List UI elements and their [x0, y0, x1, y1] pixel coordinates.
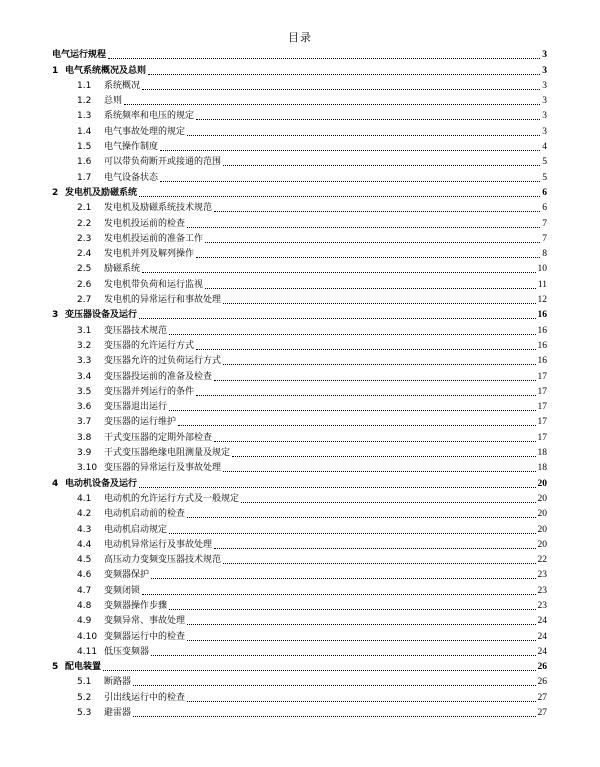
toc-page-number: 12: [537, 295, 547, 306]
toc-entry-number: 4.9: [77, 616, 92, 627]
toc-entry-title: 配电装置: [65, 662, 102, 673]
toc-section-entry[interactable]: [52, 337, 547, 352]
dot-leader: [223, 164, 540, 166]
toc-section-entry[interactable]: [52, 597, 547, 612]
toc-section-entry[interactable]: [52, 520, 547, 535]
toc-entry-number: 4.1: [77, 493, 92, 504]
toc-page-number: 7: [542, 233, 547, 244]
table-of-contents: [52, 46, 547, 719]
toc-entry-title: 变压器设备及运行: [65, 310, 138, 321]
toc-entry-title: 低压变频器: [104, 646, 150, 657]
toc-entry-title: 变频器操作步骤: [104, 600, 168, 611]
dot-leader: [223, 302, 535, 304]
toc-page-number: 18: [537, 448, 547, 459]
dot-leader: [205, 241, 540, 243]
toc-entry-number: 2: [52, 187, 59, 198]
dot-leader: [187, 226, 540, 228]
toc-entry-title: 电动机异常运行及事故处理: [104, 539, 213, 550]
toc-section-entry[interactable]: [52, 627, 547, 642]
toc-entry-label: [77, 81, 140, 92]
dot-leader: [160, 149, 540, 151]
toc-page-number: 3: [542, 96, 547, 107]
toc-entry-label: [52, 66, 146, 77]
toc-entry-title: 发电机的异常运行和事故处理: [104, 295, 222, 306]
toc-entry-label: [77, 249, 194, 260]
toc-page-number: 17: [537, 417, 547, 428]
toc-page-number: 23: [537, 600, 547, 611]
toc-entry-label: [77, 234, 203, 245]
dot-leader: [196, 348, 535, 350]
dot-leader: [151, 654, 535, 656]
toc-section-entry[interactable]: [52, 459, 547, 474]
toc-entry-label: [77, 647, 149, 658]
toc-entry-label: [77, 111, 194, 122]
toc-entry-label: [77, 494, 239, 505]
toc-entry-title: 变频闭锁: [104, 585, 141, 596]
toc-entry-title: 变压器的运行维护: [104, 417, 177, 428]
dot-leader: [196, 118, 540, 120]
toc-entry-label: [77, 173, 158, 184]
toc-section-entry[interactable]: [52, 688, 547, 703]
toc-entry-number: 1.1: [77, 80, 92, 91]
toc-section-entry[interactable]: [52, 673, 547, 688]
dot-leader: [214, 440, 535, 442]
dot-leader: [178, 424, 535, 426]
toc-entry-number: 1.4: [77, 126, 92, 137]
toc-entry-number: 3.5: [77, 386, 92, 397]
toc-page-number: 7: [542, 218, 547, 229]
toc-entry-label: [77, 326, 167, 337]
toc-entry-label: [77, 616, 185, 627]
toc-page-number: 16: [537, 325, 547, 336]
toc-entry-title: 断路器: [104, 677, 132, 688]
toc-entry-title: 电动机的允许运行方式及一般规定: [104, 493, 240, 504]
toc-entry-label: [52, 188, 137, 199]
toc-page-number: 6: [542, 187, 547, 198]
page-title: 目录: [288, 31, 312, 44]
toc-page-number: 16: [537, 310, 547, 321]
toc-section-entry[interactable]: [52, 704, 547, 719]
toc-section-entry[interactable]: [52, 199, 547, 214]
toc-page-number: 8: [542, 249, 547, 260]
dot-leader: [151, 577, 535, 579]
dot-leader: [187, 134, 540, 136]
toc-page-number: 6: [542, 203, 547, 214]
toc-page-number: 23: [537, 570, 547, 581]
toc-page-number: 24: [537, 616, 547, 627]
toc-page-number: 27: [537, 708, 547, 719]
toc-entry-label: [52, 479, 137, 490]
toc-page-number: 17: [537, 432, 547, 443]
dot-leader: [169, 608, 535, 610]
dot-leader: [169, 333, 535, 335]
dot-leader: [187, 623, 535, 625]
toc-page-number: 17: [537, 371, 547, 382]
toc-page-number: 3: [542, 50, 547, 61]
dot-leader: [232, 455, 535, 457]
toc-entry-title: 发电机带负荷和运行监视: [104, 279, 204, 290]
toc-section-entry[interactable]: [52, 230, 547, 245]
toc-entry-title: 电动机启动前的检查: [104, 509, 186, 520]
toc-section-entry[interactable]: [52, 92, 547, 107]
toc-entry-number: 2.7: [77, 295, 92, 306]
toc-section-entry[interactable]: [52, 612, 547, 627]
toc-section-entry[interactable]: [52, 367, 547, 382]
toc-page-number: 20: [537, 524, 547, 535]
toc-section-entry[interactable]: [52, 490, 547, 505]
toc-section-entry[interactable]: [52, 138, 547, 153]
toc-entry-title: 变频器保护: [104, 570, 150, 581]
toc-entry-number: 3: [52, 310, 59, 321]
toc-page-number: 3: [542, 111, 547, 122]
dot-leader: [214, 379, 535, 381]
toc-page-number: 16: [537, 356, 547, 367]
toc-entry-title: 电气系统概况及总则: [65, 65, 147, 76]
toc-entry-number: 4.6: [77, 570, 92, 581]
toc-entry-number: 4.11: [77, 646, 98, 657]
dot-leader: [241, 501, 535, 503]
toc-entry-number: 5: [52, 662, 59, 673]
toc-entry-title: 电气运行规程: [52, 50, 107, 61]
toc-page-number: 16: [537, 340, 547, 351]
toc-entry-title: 避雷器: [104, 708, 132, 719]
toc-entry-number: 2.2: [77, 218, 92, 229]
dot-leader: [142, 88, 540, 90]
toc-entry-title: 发电机并列及解列操作: [104, 249, 195, 260]
toc-chapter-entry[interactable]: [52, 46, 547, 61]
toc-entry-title: 变压器的允许运行方式: [104, 340, 195, 351]
toc-section-entry[interactable]: [52, 168, 547, 183]
toc-section-entry[interactable]: [52, 153, 547, 168]
toc-entry-label: [77, 463, 221, 474]
toc-page-number: 3: [542, 126, 547, 137]
toc-entry-number: 3.10: [77, 463, 98, 474]
toc-entry-title: 电动机设备及运行: [65, 478, 138, 489]
toc-page-number: 27: [537, 692, 547, 703]
dot-leader: [108, 57, 540, 59]
toc-section-entry[interactable]: [52, 77, 547, 92]
dot-leader: [187, 700, 535, 702]
dot-leader: [133, 684, 535, 686]
toc-entry-label: [77, 509, 185, 520]
toc-entry-number: 3.3: [77, 356, 92, 367]
toc-entry-label: [77, 677, 131, 688]
toc-entry-number: 2.1: [77, 203, 92, 214]
toc-entry-number: 4.4: [77, 539, 92, 550]
toc-entry-title: 发电机投运前的准备工作: [104, 233, 204, 244]
toc-page-number: 22: [537, 555, 547, 566]
toc-entry-label: [77, 601, 167, 612]
toc-entry-label: [77, 570, 149, 581]
toc-entry-label: [77, 203, 212, 214]
toc-entry-label: [77, 356, 221, 367]
toc-section-entry[interactable]: [52, 398, 547, 413]
toc-entry-label: [52, 310, 137, 321]
toc-entry-label: [77, 387, 194, 398]
toc-entry-number: 3.9: [77, 448, 92, 459]
toc-page-number: 5: [542, 157, 547, 168]
toc-entry-number: 5.1: [77, 677, 92, 688]
toc-page-number: 20: [537, 493, 547, 504]
toc-page-number: 20: [537, 478, 547, 489]
toc-page-number: 4: [542, 142, 547, 153]
dot-leader: [169, 532, 535, 534]
toc-entry-number: 3.7: [77, 417, 92, 428]
toc-entry-label: [77, 555, 221, 566]
toc-entry-label: [77, 127, 185, 138]
toc-entry-title: 变压器技术规范: [104, 325, 168, 336]
toc-page-number: 26: [537, 677, 547, 688]
toc-entry-number: 3.4: [77, 371, 92, 382]
toc-entry-number: 4.8: [77, 600, 92, 611]
toc-entry-title: 系统概况: [104, 80, 141, 91]
toc-page-number: 23: [537, 585, 547, 596]
toc-entry-title: 励磁系统: [104, 264, 141, 275]
toc-entry-number: 4.7: [77, 585, 92, 596]
toc-entry-label: [77, 142, 158, 153]
toc-entry-title: 变压器退出运行: [104, 402, 168, 413]
dot-leader: [214, 210, 540, 212]
toc-entry-title: 变压器的异常运行及事故处理: [104, 463, 222, 474]
dot-leader: [223, 562, 535, 564]
toc-entry-number: 2.3: [77, 233, 92, 244]
toc-entry-number: 4.5: [77, 555, 92, 566]
dot-leader: [139, 486, 535, 488]
toc-entry-title: 发电机及励磁系统技术规范: [104, 203, 213, 214]
toc-entry-label: [77, 708, 131, 719]
toc-page-number: 20: [537, 539, 547, 550]
dot-leader: [148, 73, 540, 75]
toc-entry-label: [77, 448, 230, 459]
dot-leader: [187, 639, 535, 641]
toc-section-entry[interactable]: [52, 505, 547, 520]
toc-entry-title: 变压器投运前的准备及检查: [104, 371, 213, 382]
toc-section-entry[interactable]: [52, 245, 547, 260]
toc-entry-title: 变压器并列运行的条件: [104, 386, 195, 397]
toc-section-entry[interactable]: [52, 428, 547, 443]
toc-section-entry[interactable]: [52, 275, 547, 290]
toc-chapter-entry[interactable]: [52, 184, 547, 199]
toc-entry-number: 1.5: [77, 142, 92, 153]
toc-entry-label: [77, 341, 194, 352]
toc-section-entry[interactable]: [52, 383, 547, 398]
toc-chapter-entry[interactable]: [52, 306, 547, 321]
toc-entry-title: 电动机启动规定: [104, 524, 168, 535]
toc-entry-number: 5.3: [77, 708, 92, 719]
toc-entry-label: [77, 295, 221, 306]
toc-entry-label: [77, 586, 140, 597]
toc-entry-number: 3.2: [77, 340, 92, 351]
dot-leader: [169, 409, 535, 411]
toc-section-entry[interactable]: [52, 352, 547, 367]
toc-entry-title: 发电机及励磁系统: [65, 187, 138, 198]
toc-entry-number: 1.6: [77, 157, 92, 168]
dot-leader: [142, 593, 535, 595]
toc-entry-number: 4.10: [77, 631, 98, 642]
toc-section-entry[interactable]: [52, 260, 547, 275]
dot-leader: [139, 317, 535, 319]
toc-page-number: 26: [537, 662, 547, 673]
toc-entry-title: 引出线运行中的检查: [104, 692, 186, 703]
toc-page-number: 11: [537, 279, 547, 290]
toc-entry-label: [77, 372, 212, 383]
toc-section-entry[interactable]: [52, 122, 547, 137]
toc-entry-label: [77, 693, 185, 704]
toc-entry-title: 发电机投运前的检查: [104, 218, 186, 229]
toc-entry-title: 变频异常、事故处理: [104, 616, 186, 627]
toc-entry-label: [77, 157, 221, 168]
dot-leader: [139, 195, 540, 197]
toc-entry-label: [77, 280, 203, 291]
toc-entry-label: [77, 540, 212, 551]
toc-section-entry[interactable]: [52, 321, 547, 336]
toc-entry-title: 干式变压器的定期外部检查: [104, 432, 213, 443]
toc-entry-title: 干式变压器绝缘电阻测量及规定: [104, 448, 231, 459]
dot-leader: [223, 363, 535, 365]
toc-page-number: 17: [537, 402, 547, 413]
toc-entry-number: 1: [52, 65, 59, 76]
toc-entry-title: 电气设备状态: [104, 172, 159, 183]
dot-leader: [205, 287, 536, 289]
toc-chapter-entry[interactable]: [52, 61, 547, 76]
toc-entry-number: 5.2: [77, 692, 92, 703]
dot-leader: [133, 715, 535, 717]
toc-section-entry[interactable]: [52, 566, 547, 581]
dot-leader: [160, 180, 540, 182]
toc-entry-label: [77, 264, 140, 275]
toc-entry-label: [77, 219, 185, 230]
toc-entry-number: 3.1: [77, 325, 92, 336]
toc-entry-label: [77, 402, 167, 413]
toc-entry-title: 高压动力变频变压器技术规范: [104, 555, 222, 566]
dot-leader: [214, 547, 535, 549]
toc-entry-number: 1.2: [77, 96, 92, 107]
toc-entry-label: [77, 632, 185, 643]
toc-chapter-entry[interactable]: [52, 474, 547, 489]
toc-entry-number: 4.2: [77, 509, 92, 520]
toc-section-entry[interactable]: [52, 413, 547, 428]
toc-section-entry[interactable]: [52, 551, 547, 566]
toc-entry-label: [77, 433, 212, 444]
toc-page-number: 24: [537, 646, 547, 657]
toc-entry-label: [77, 96, 122, 107]
toc-section-entry[interactable]: [52, 291, 547, 306]
toc-page-number: 3: [542, 80, 547, 91]
toc-entry-number: 3.6: [77, 402, 92, 413]
toc-entry-title: 电气事故处理的规定: [104, 126, 186, 137]
toc-entry-number: 4.3: [77, 524, 92, 535]
toc-page-number: 18: [537, 463, 547, 474]
toc-page-number: 24: [537, 631, 547, 642]
toc-page-number: 20: [537, 509, 547, 520]
toc-page-number: 17: [537, 386, 547, 397]
toc-page-number: 10: [537, 264, 547, 275]
toc-entry-title: 可以带负荷断开或接通的范围: [104, 157, 222, 168]
toc-section-entry[interactable]: [52, 581, 547, 596]
dot-leader: [124, 103, 540, 105]
toc-section-entry[interactable]: [52, 643, 547, 658]
toc-entry-number: 2.4: [77, 249, 92, 260]
dot-leader: [196, 256, 540, 258]
toc-entry-title: 电气操作制度: [104, 142, 159, 153]
toc-entry-number: 1.3: [77, 111, 92, 122]
dot-leader: [103, 669, 535, 671]
toc-section-entry[interactable]: [52, 536, 547, 551]
toc-page-number: 3: [542, 65, 547, 76]
dot-leader: [142, 271, 535, 273]
toc-section-entry[interactable]: [52, 107, 547, 122]
dot-leader: [196, 394, 535, 396]
toc-entry-number: 2.5: [77, 264, 92, 275]
toc-page-number: 5: [542, 172, 547, 183]
toc-chapter-entry[interactable]: [52, 658, 547, 673]
toc-entry-title: 变压器允许的过负荷运行方式: [104, 356, 222, 367]
toc-entry-label: [77, 525, 167, 536]
toc-entry-title: 变频器运行中的检查: [104, 631, 186, 642]
toc-entry-label: [77, 417, 176, 428]
toc-entry-number: 1.7: [77, 172, 92, 183]
toc-entry-number: 2.6: [77, 279, 92, 290]
toc-entry-label: [52, 662, 101, 673]
toc-entry-title: 系统频率和电压的规定: [104, 111, 195, 122]
toc-entry-number: 3.8: [77, 432, 92, 443]
dot-leader: [187, 516, 535, 518]
dot-leader: [223, 470, 535, 472]
toc-section-entry[interactable]: [52, 444, 547, 459]
toc-entry-title: 总则: [104, 96, 123, 107]
toc-section-entry[interactable]: [52, 214, 547, 229]
toc-entry-label: [52, 50, 106, 61]
toc-entry-number: 4: [52, 478, 59, 489]
